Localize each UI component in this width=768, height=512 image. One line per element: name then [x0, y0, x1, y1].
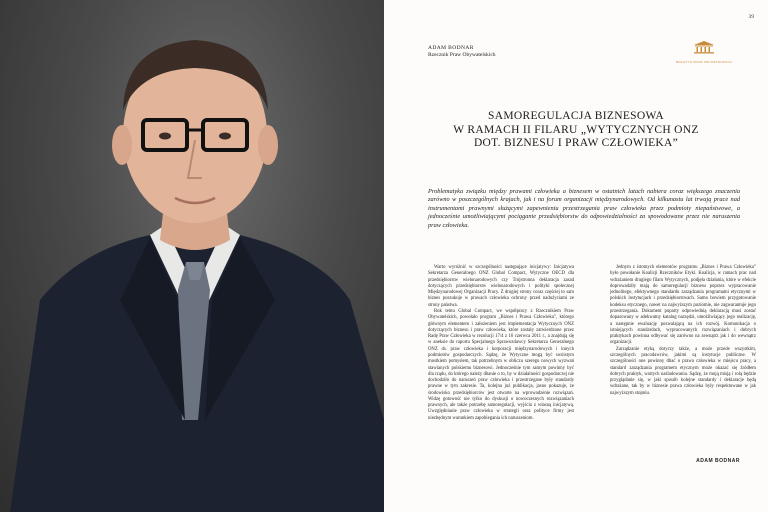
- body-column-right: [610, 265, 756, 397]
- title-line: W RAMACH II FILARU „WYTYCZNYCH ONZ: [453, 123, 699, 136]
- article-lead: Problematyka związku między prawami człowieka a biznesem w ostatnich latach nabiera coraz większego znaczenia zarówno w poszczególnych krajach, jak i na forum organizacji międzynarodowych. Od kilkunastu lat trwają prace nad instrumentami prawnymi służącymi zapewnieniu przestrzegania praw człowieka przez podmioty niepaństwowe, a jednocześnie umożliwiającymi pociąganie przedsiębiorstw do odpowiedzialności za spowodowane przez nie naruszenia praw człowieka.: [428, 188, 740, 229]
- paragraph: Warto wyróżnić w szczególności następujące inicjatywy: Inicjatywa Sekretarza Generalnego ONZ Global Compact, Wytyczne OECD dla przedsiębiorstw wielonarodowych czy Trójstronna deklaracja zasad dotyczących przedsiębiorstw wielonarodowych i polityki społecznej Międzynarodowej Organizacji Pracy. Z drugiej strony coraz częściej to sam biznes poszukuje w prawach człowieka ochrony przed nadużyciami ze strony państwa.: [428, 265, 574, 308]
- publication-logo: [674, 40, 734, 64]
- title-line: SAMOREGULACJA BIZNESOWA: [488, 110, 664, 122]
- logo-text: BIULETYN PRAW OBYWATELSKICH: [675, 60, 733, 64]
- article-page: [384, 0, 768, 512]
- author-block: [428, 45, 496, 58]
- paragraph: Zarządzanie etyką dotyczy także, a może przede wszystkim, szczególnych pracodawców, jakimi są instytucje publiczne. W szczególności one powinny dbać o prawa człowieka w miejscu pracy, a standard zarządzania programem etycznym może okazać się źródłem dobrych praktyk, wartych naśladowania. Sądzę, że moją misją i rolą będzie przyglądanie się, w jaki sposób kolejne standardy i deklaracje będą wdrażane, tak by w biznesie prawa człowieka były respektowane w jak najwyższym stopniu.: [610, 346, 756, 396]
- body-column-left: [428, 265, 574, 422]
- article-title: [384, 110, 768, 151]
- article-signature: ADAM BODNAR: [696, 458, 740, 464]
- paragraph: Jednym z istotnych elementów programu „Biznes i Prawa Człowieka” było powołanie Koalicji Rzeczników Etyki. Koalicja, w ramach prac nad wdrażaniem drugiego filaru Wytycznych, podjęła działania, które w efekcie doprowadziły mają do samoregulacji biznesu poprzez wypracowanie jednolitego, efektywnego standardu zarządzania programami etycznymi w polskich instytucjach i przedsiębiorstwach. Samo bowiem przygotowanie kodeksu etycznego, nawet na najwyższym poziomie, nie zagwarantuje jego przestrzegania. Dokument poparty odpowiednią deklaracją musi zostać dopasowany w adekwatny katalog narzędzi, umożliwiający jego realizację, a następnie ewaluację pozwalającą na ich rozwój. Komunikacja o istniejących standardach, wypracowanych rozwiązaniach i dobrych praktykach powinna odbywać się zarówno na zewnątrz jak i do wewnątrz organizacji.: [610, 265, 756, 346]
- author-role: Rzecznik Praw Obywatelskich: [428, 52, 496, 58]
- building-icon: [693, 40, 715, 54]
- title-line: DOT. BIZNESU I PRAW CZŁOWIEKA”: [473, 137, 679, 149]
- page-number: 39: [748, 14, 754, 20]
- paragraph: Rok temu Global Compact, we współpracy z Rzecznikiem Praw Obywatelskich, powołało program „Biznes i Prawa Człowieka”, którego głównym elementem i założeniem jest implementacja Wytycznych ONZ dotyczących biznesu i praw człowieka, które zostały zatwierdzone przez Radę Praw Człowieka w rezolucji 17/4 z 16 czerwca 2011 r., a znajdują się w aneksie do raportu Specjalnego Sprawozdawcy Sekretarza Generalnego ONZ ds. praw człowieka i korporacji międzynarodowych i innych podmiotów gospodarczych. Sądzę, że Wytyczne mogą być swoistym mostkiem pomysłem, tak potrzebnym w obliczu szeregu nowych wyzwań stawianych polskiemu biznesowi. Jednocześnie tym samym powinny być dla rządu, do którego należy dbanie o to, by w działalności gospodarczej nie dochodziło do naruszeń praw człowieka i przestrzegane były standardy prawne w tym zakresie. Ta, kolejna już publikacja, jasno pokazuje, że środowisko przedsiębiorców jest otwarte na wprowadzenie rozwiązań. Widzę gotowość nie tylko do dyskusji o nowoczesnych rozwiązaniach prawnych, ale także potrzebę samoregulacji, wyjścia z własną inicjatywą. Uwzględnianie praw człowieka w strategii oraz polityce firmy jest niezbędnym warunkiem zapobiegania ich naruszeniom.: [428, 308, 574, 421]
- author-name: ADAM BODNAR: [428, 45, 474, 51]
